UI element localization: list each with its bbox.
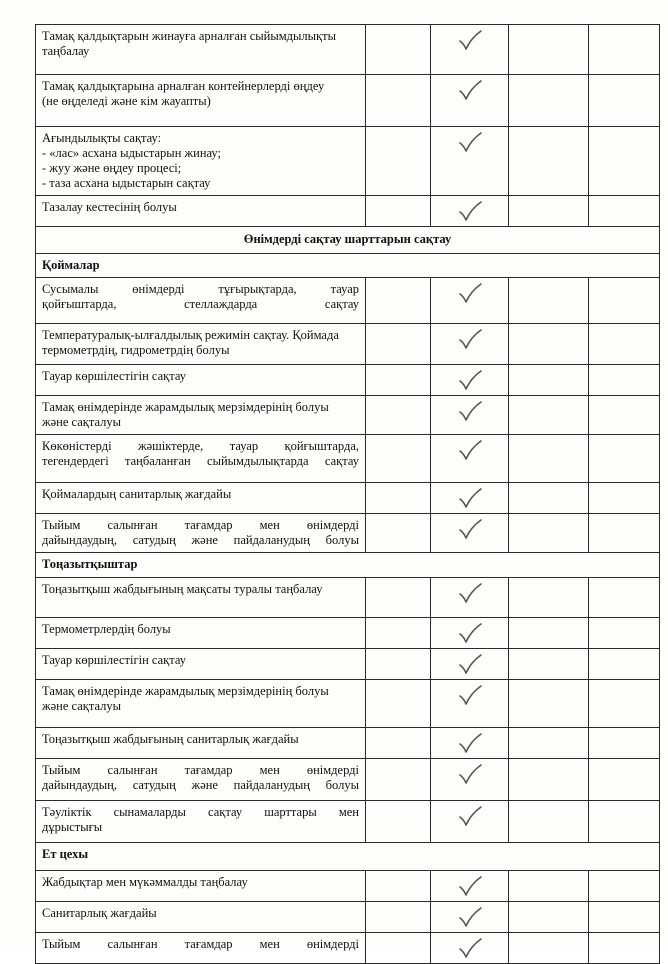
checklist-row: [36, 933, 660, 964]
requirement-line: дұрыстығы: [42, 820, 103, 834]
requirement-text: [36, 75, 366, 127]
requirement-text: [36, 483, 366, 514]
checklist-row: [36, 801, 660, 843]
checklist-row: [36, 483, 660, 514]
requirement-text: [36, 278, 366, 324]
requirement-line: Тазалау кестесінің болуы: [42, 200, 177, 214]
check-mark-icon: [457, 29, 483, 51]
empty-cell: [366, 365, 431, 396]
checklist-row: [36, 127, 660, 196]
mark-cell: [431, 649, 509, 680]
mark-cell: [431, 25, 509, 75]
check-mark-icon: [457, 875, 483, 897]
empty-cell: [366, 483, 431, 514]
requirement-line: Жабдықтар мен мүкәммалды таңбалау: [42, 875, 248, 889]
empty-cell: [589, 324, 660, 365]
empty-cell: [509, 759, 589, 801]
heading-text: Ет цехы: [42, 847, 89, 861]
empty-cell: [509, 483, 589, 514]
check-mark-icon: [457, 622, 483, 644]
requirement-line: дайындаудың, сатудың және пайдаланудың болуы: [42, 778, 359, 792]
empty-cell: [509, 728, 589, 759]
requirement-text: [36, 759, 366, 801]
empty-cell: [589, 933, 660, 964]
mark-cell: [431, 578, 509, 618]
check-mark-icon: [457, 282, 483, 304]
requirement-line: және сақталуы: [42, 699, 122, 713]
requirement-text: [36, 365, 366, 396]
requirement-line: - «лас» асхана ыдыстарын жинау;: [42, 146, 221, 160]
mark-cell: [431, 902, 509, 933]
subsection-heading-row: [36, 254, 660, 278]
empty-cell: [589, 396, 660, 435]
empty-cell: [509, 396, 589, 435]
empty-cell: [366, 649, 431, 680]
requirement-line: Ағындылықты сақтау:: [42, 131, 162, 145]
requirement-text: [36, 396, 366, 435]
check-mark-icon: [457, 439, 483, 461]
check-mark-icon: [457, 763, 483, 785]
checklist-row: [36, 578, 660, 618]
requirement-text: [36, 618, 366, 649]
empty-cell: [366, 278, 431, 324]
requirement-line: Температуралық-ылғалдылық режимін сақтау. Қоймада: [42, 328, 339, 342]
checklist-row: [36, 196, 660, 227]
mark-cell: [431, 483, 509, 514]
requirement-line: Көкөністерді жәшіктерде, тауар қойғыштарда,: [42, 439, 359, 453]
checklist-row: [36, 871, 660, 902]
check-mark-icon: [457, 684, 483, 706]
mark-cell: [431, 933, 509, 964]
empty-cell: [366, 933, 431, 964]
empty-cell: [366, 801, 431, 843]
check-mark-icon: [457, 369, 483, 391]
requirement-line: Тамақ өнімдерінде жарамдылық мерзімдерінің болуы: [42, 684, 329, 698]
requirement-line: - таза асхана ыдыстарын сақтау: [42, 176, 211, 190]
requirement-text: [36, 871, 366, 902]
check-mark-icon: [457, 328, 483, 350]
empty-cell: [509, 801, 589, 843]
requirement-line: Тәуліктік сынамаларды сақтау шарттары мен: [42, 805, 359, 819]
empty-cell: [509, 578, 589, 618]
empty-cell: [589, 871, 660, 902]
empty-cell: [509, 435, 589, 483]
check-mark-icon: [457, 906, 483, 928]
check-mark-icon: [457, 805, 483, 827]
empty-cell: [366, 578, 431, 618]
requirement-line: (не өңделеді және кім жауапты): [42, 94, 211, 108]
mark-cell: [431, 435, 509, 483]
mark-cell: [431, 365, 509, 396]
inspection-checklist-table: [35, 24, 660, 964]
check-mark-icon: [457, 582, 483, 604]
requirement-line: Тамақ қалдықтарына арналған контейнерлерді өңдеу: [42, 79, 325, 93]
section-heading-row: [36, 227, 660, 254]
checklist-row: [36, 728, 660, 759]
mark-cell: [431, 801, 509, 843]
requirement-line: Тауар көршілестігін сақтау: [42, 653, 187, 667]
heading-text: Өнімдерді сақтау шарттарын сақтау: [243, 232, 452, 246]
checklist-row: [36, 435, 660, 483]
requirement-text: [36, 933, 366, 964]
requirement-line: дайындаудың, сатудың және пайдаланудың болуы: [42, 533, 359, 547]
checklist-row: [36, 25, 660, 75]
subsection-heading: [36, 843, 660, 871]
requirement-line: Тоңазытқыш жабдығының санитарлық жағдайы: [42, 732, 299, 746]
subsection-heading: [36, 254, 660, 278]
empty-cell: [366, 324, 431, 365]
checklist-body: [36, 25, 660, 964]
requirement-text: [36, 902, 366, 933]
empty-cell: [509, 618, 589, 649]
requirement-line: - жуу және өңдеу процесі;: [42, 161, 182, 175]
heading-text: Тоңазытқыштар: [42, 557, 138, 571]
requirement-line: Тыйым салынған тағамдар мен өнімдерді: [42, 937, 359, 951]
mark-cell: [431, 196, 509, 227]
heading-text: Қоймалар: [42, 258, 100, 272]
check-mark-icon: [457, 487, 483, 509]
empty-cell: [509, 514, 589, 553]
empty-cell: [366, 680, 431, 728]
empty-cell: [509, 933, 589, 964]
mark-cell: [431, 759, 509, 801]
empty-cell: [509, 127, 589, 196]
checklist-row: [36, 649, 660, 680]
requirement-text: [36, 728, 366, 759]
check-mark-icon: [457, 732, 483, 754]
empty-cell: [589, 902, 660, 933]
checklist-row: [36, 396, 660, 435]
requirement-line: Тыйым салынған тағамдар мен өнімдерді: [42, 763, 359, 777]
mark-cell: [431, 278, 509, 324]
mark-cell: [431, 680, 509, 728]
requirement-text: [36, 196, 366, 227]
empty-cell: [589, 435, 660, 483]
empty-cell: [589, 127, 660, 196]
requirement-line: қойғыштарда, стеллаждарда сақтау: [42, 297, 359, 311]
empty-cell: [509, 75, 589, 127]
requirement-line: Қоймалардың санитарлық жағдайы: [42, 487, 232, 501]
empty-cell: [366, 871, 431, 902]
empty-cell: [509, 365, 589, 396]
check-mark-icon: [457, 400, 483, 422]
mark-cell: [431, 871, 509, 902]
requirement-line: Тауар көршілестігін сақтау: [42, 369, 187, 383]
requirement-text: [36, 25, 366, 75]
requirement-line: Тоңазытқыш жабдығының мақсаты туралы таңбалау: [42, 582, 323, 596]
empty-cell: [589, 196, 660, 227]
requirement-text: [36, 514, 366, 553]
checklist-row: [36, 759, 660, 801]
empty-cell: [366, 25, 431, 75]
mark-cell: [431, 396, 509, 435]
section-heading: [36, 227, 660, 254]
check-mark-icon: [457, 518, 483, 540]
empty-cell: [509, 324, 589, 365]
check-mark-icon: [457, 79, 483, 101]
checklist-row: [36, 365, 660, 396]
subsection-heading-row: [36, 553, 660, 578]
empty-cell: [366, 396, 431, 435]
check-mark-icon: [457, 131, 483, 153]
checklist-row: [36, 75, 660, 127]
empty-cell: [366, 514, 431, 553]
empty-cell: [589, 25, 660, 75]
empty-cell: [589, 278, 660, 324]
empty-cell: [366, 127, 431, 196]
requirement-line: Тамақ өнімдерінде жарамдылық мерзімдерінің болуы: [42, 400, 329, 414]
empty-cell: [509, 680, 589, 728]
empty-cell: [589, 75, 660, 127]
empty-cell: [589, 801, 660, 843]
requirement-text: [36, 127, 366, 196]
empty-cell: [589, 728, 660, 759]
requirement-text: [36, 680, 366, 728]
requirement-text: [36, 578, 366, 618]
requirement-line: Санитарлық жағдайы: [42, 906, 157, 920]
requirement-line: Сусымалы өнімдерді тұғырықтарда, тауар: [42, 282, 359, 296]
empty-cell: [509, 25, 589, 75]
empty-cell: [509, 871, 589, 902]
subsection-heading: [36, 553, 660, 578]
empty-cell: [366, 435, 431, 483]
mark-cell: [431, 127, 509, 196]
checklist-row: [36, 324, 660, 365]
empty-cell: [366, 618, 431, 649]
checklist-row: [36, 680, 660, 728]
empty-cell: [366, 75, 431, 127]
mark-cell: [431, 324, 509, 365]
requirement-line: және сақталуы: [42, 415, 122, 429]
empty-cell: [366, 759, 431, 801]
requirement-line: Тамақ қалдықтарын жинауға арналған сыйымдылықты: [42, 29, 336, 43]
mark-cell: [431, 514, 509, 553]
empty-cell: [589, 365, 660, 396]
mark-cell: [431, 75, 509, 127]
empty-cell: [509, 278, 589, 324]
empty-cell: [589, 483, 660, 514]
empty-cell: [589, 759, 660, 801]
checklist-row: [36, 618, 660, 649]
empty-cell: [589, 514, 660, 553]
check-mark-icon: [457, 200, 483, 222]
subsection-heading-row: [36, 843, 660, 871]
mark-cell: [431, 728, 509, 759]
checklist-row: [36, 278, 660, 324]
empty-cell: [589, 618, 660, 649]
empty-cell: [509, 902, 589, 933]
requirement-line: термометрдің, гидрометрдің болуы: [42, 343, 230, 357]
requirement-line: таңбалау: [42, 44, 90, 58]
checklist-row: [36, 902, 660, 933]
requirement-text: [36, 801, 366, 843]
requirement-line: Тыйым салынған тағамдар мен өнімдерді: [42, 518, 359, 532]
check-mark-icon: [457, 937, 483, 959]
empty-cell: [509, 196, 589, 227]
empty-cell: [589, 680, 660, 728]
requirement-text: [36, 649, 366, 680]
empty-cell: [509, 649, 589, 680]
checklist-row: [36, 514, 660, 553]
check-mark-icon: [457, 653, 483, 675]
requirement-text: [36, 324, 366, 365]
requirement-line: тегендердегі таңбаланған сыйымдылықтарда сақтау: [42, 454, 359, 468]
empty-cell: [589, 578, 660, 618]
mark-cell: [431, 618, 509, 649]
empty-cell: [366, 728, 431, 759]
empty-cell: [366, 196, 431, 227]
empty-cell: [589, 649, 660, 680]
requirement-text: [36, 435, 366, 483]
empty-cell: [366, 902, 431, 933]
requirement-line: Термометрлердің болуы: [42, 622, 171, 636]
